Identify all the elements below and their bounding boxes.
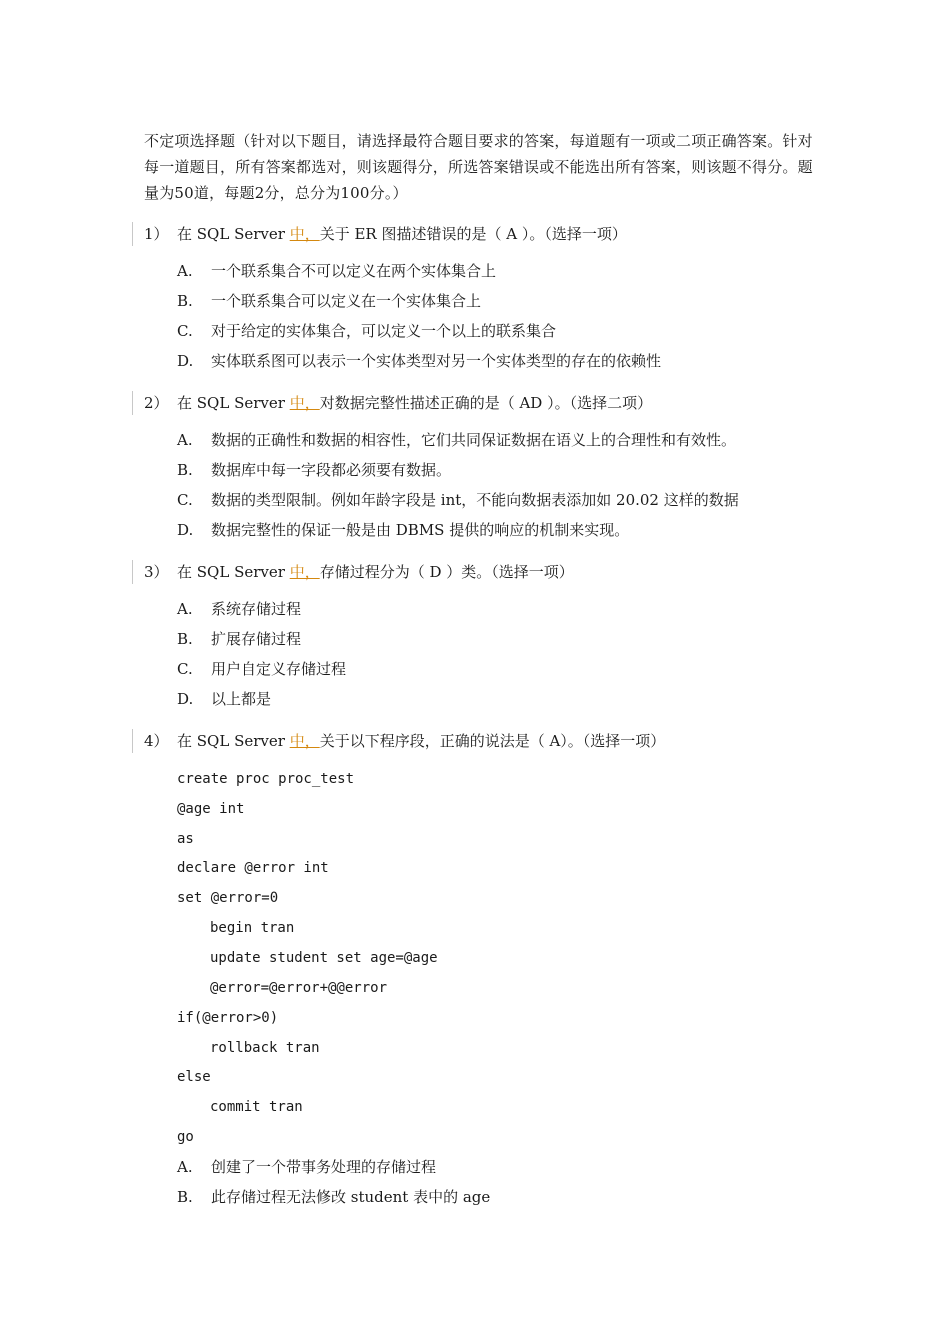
- question-number: 3）: [144, 563, 169, 581]
- code-line: as: [177, 831, 194, 847]
- question-text: 在 SQL Server 中，存储过程分为（ D ）类。（选择一项）: [177, 563, 574, 581]
- code-line: create proc proc_test: [177, 771, 355, 787]
- question-2: [132, 391, 833, 415]
- question-text: 在 SQL Server 中，对数据完整性描述正确的是（ AD ）。（选择二项）: [177, 394, 653, 412]
- question-1: [132, 222, 833, 246]
- highlighted-text: 中，: [289, 732, 320, 750]
- code-line: @age int: [177, 801, 245, 817]
- question-4: [132, 729, 833, 753]
- code-line: else: [177, 1069, 211, 1085]
- code-line: declare @error int: [177, 860, 329, 876]
- code-line: update student set age=@age: [210, 950, 438, 966]
- question-number: 4）: [144, 732, 169, 750]
- instructions-paragraph: 不定项选择题（针对以下题目，请选择最符合题目要求的答案，每道题有一项或二项正确答案。针对每一道题目，所有答案都选对，则该题得分，所选答案错误或不能选出所有答案，则该题不得分。题量为50道，每题2分，总分为100分。）: [144, 132, 813, 202]
- question-text: 在 SQL Server 中，关于以下程序段，正确的说法是（ A）。（选择一项）: [177, 732, 666, 750]
- question-3: [132, 560, 833, 584]
- code-line: go: [177, 1129, 194, 1145]
- code-line: commit tran: [210, 1099, 303, 1115]
- code-line: set @error=0: [177, 890, 279, 906]
- code-line: if(@error>0): [177, 1010, 279, 1026]
- code-line: begin tran: [210, 920, 295, 936]
- code-line: @error=@error+@@error: [210, 980, 388, 996]
- question-text: 在 SQL Server 中，关于 ER 图描述错误的是（ A ）。（选择一项）: [177, 225, 627, 243]
- highlighted-text: 中，: [289, 394, 320, 412]
- highlighted-text: 中，: [289, 563, 320, 581]
- question-number: 2）: [144, 394, 169, 412]
- highlighted-text: 中，: [289, 225, 320, 243]
- code-line: rollback tran: [210, 1040, 320, 1056]
- document-page: 不定项选择题（针对以下题目，请选择最符合题目要求的答案，每道题有一项或二项正确答案。针对每一道题目，所有答案都选对，则该题得分，所选答案错误或不能选出所有答案，则该题不得分。题量为50道，每题2分，总分为100分。） 1） 在 SQL Server 中，关于 ER 图描述错误的是（ A ）。（选择一项） A. 一个联系集合不可以定义在两个实体集合上 B. 一个联系集合可以定义在一个实体集合上 C. 对于给定的实体集合，可以定义一个以上的联系集合 D. 实体联系图可以表示一个实体类型对另一个实体类型的存在的依赖性 2） 在 SQL Server 中，对数据完整性描述正确的是（ AD ）。（选择二项） A. 数据的正确性和数据的相容性，它们共同保证数据在语义上的合理性和有效性。 B. 数据库中每一字段都必须要有数据。 C. 数据的类型限制。例如年龄字段是 int，不能向数据表添加如 20.02 这样的数据 D. 数据完整性的保证一般是由 DBMS 提供的响应的机制来实现。 3） 在 SQL Server 中，存储过程分为（ D ）类。（选择一项） A. 系统存储过程 B. 扩展存储过程 C. 用户自定义存储过程 D. 以上都是 4） 在 SQL Server 中，关于以下程序段，正确的说法是（ A）。（选择一项） create proc proc_test @age int as declare @error int set @error=0 begin tran update student set age=@age @error=@error+@@error if(@error>0) rollback tran else commit tran go A. 创建了一个带事务处理的存储过程 B. 此存储过程无法修改 student 表中的 age: [0, 0, 950, 1344]
- question-number: 1）: [144, 225, 169, 243]
